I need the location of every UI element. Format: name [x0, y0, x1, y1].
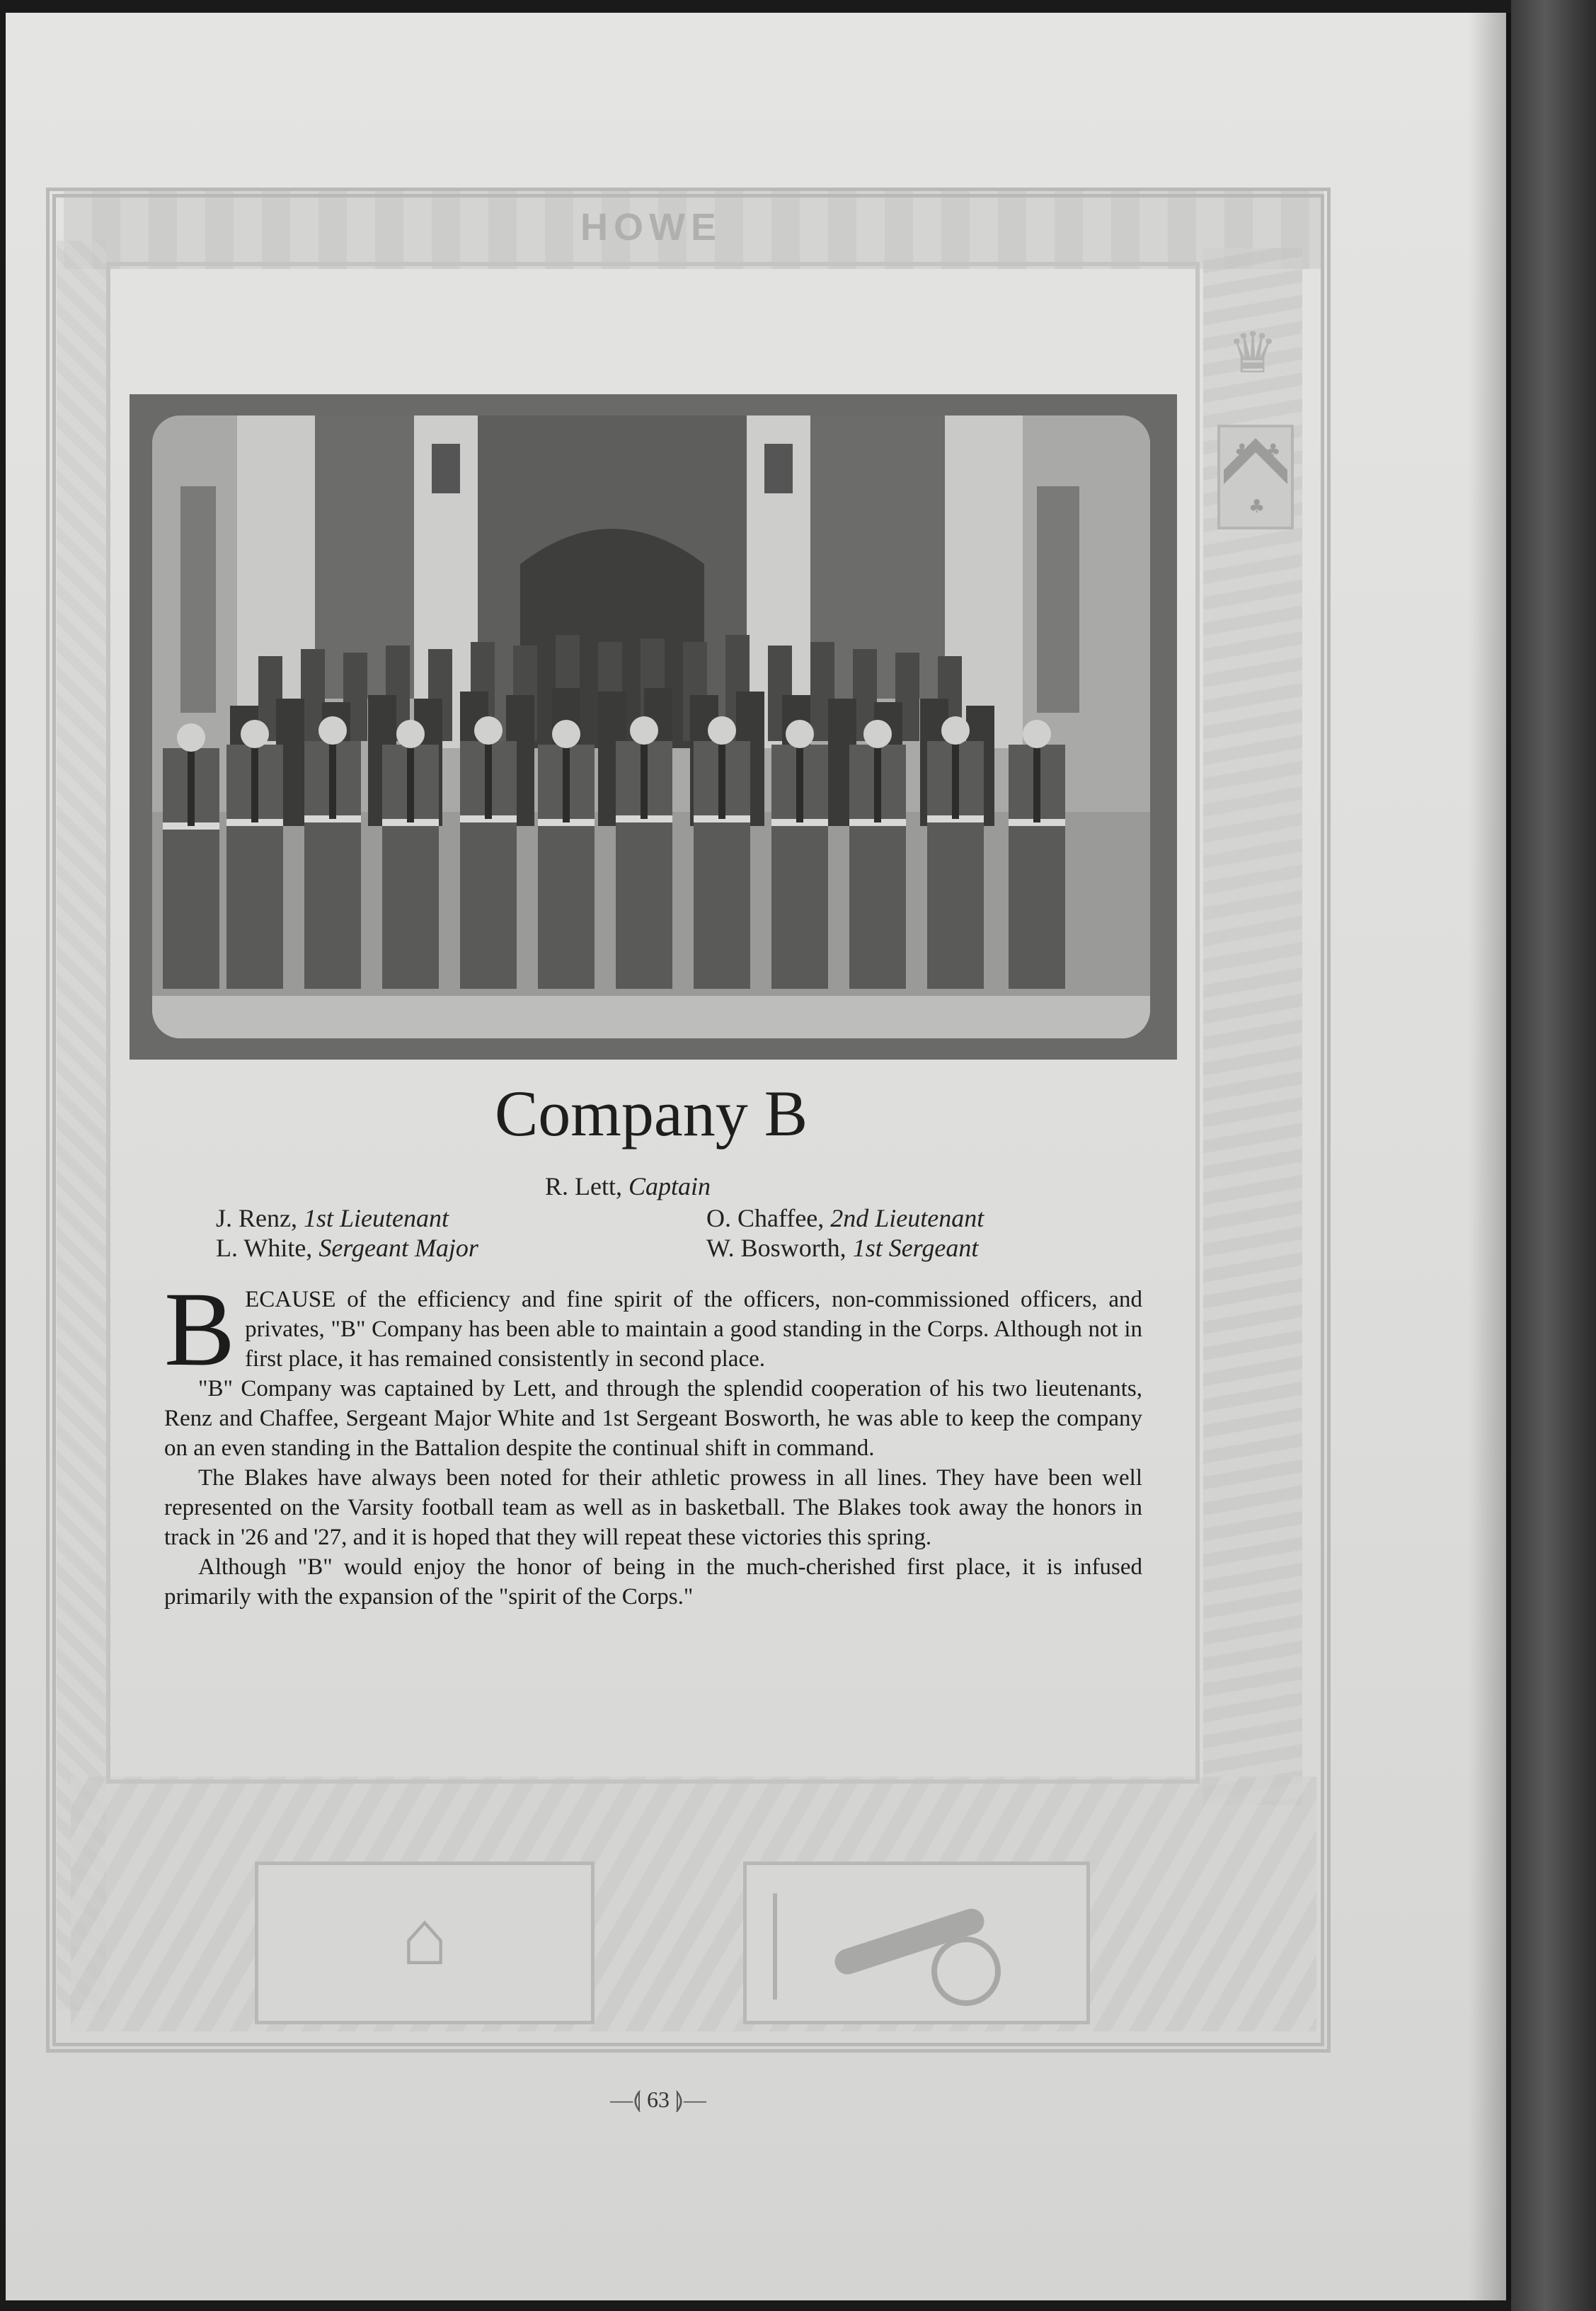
svg-text:♣: ♣: [1265, 440, 1281, 460]
article-body: [164, 1271, 1142, 1612]
paragraph-3: The Blakes have always been noted for their athletic prowess in all lines. They have been well represented on the Varsity football team as well as in basketball. The Blakes took away the honors in track in '26 and '27, and it is hoped that they will repeat these victories this spring.: [164, 1465, 1142, 1550]
officer-second-lieutenant: [706, 1203, 984, 1233]
officer-rank: 1st Lieutenant: [303, 1204, 449, 1232]
page-number-ornament-left: —⟬: [610, 2087, 641, 2112]
officer-name: L. White,: [216, 1234, 313, 1262]
officer-name: O. Chaffee,: [706, 1204, 825, 1232]
company-group-photo: [152, 415, 1150, 1038]
officer-name: W. Bosworth,: [706, 1234, 846, 1262]
page-number-value: 63: [647, 2087, 670, 2112]
cannon-icon: [747, 1865, 1086, 2021]
crest-icon: [1217, 425, 1294, 529]
page-number: [0, 2087, 1316, 2114]
paragraph-4: Although "B" would enjoy the honor of being in the much-cherished first place, it is infused primarily with the expansion of the "spirit of the Corps.": [164, 1554, 1142, 1610]
officer-rank: Sergeant Major: [318, 1234, 478, 1262]
page-gutter-shadow: [1469, 13, 1511, 2300]
page-number-ornament-right: ⟭—: [675, 2087, 706, 2112]
officer-name: R. Lett,: [545, 1172, 622, 1200]
officer-rank: 2nd Lieutenant: [830, 1204, 984, 1232]
officer-first-sergeant: [706, 1233, 978, 1263]
paragraph-2: "B" Company was captained by Lett, and through the splendid cooperation of his two lieutenants, Renz and Chaffee, Sergeant Major White and 1st Sergeant Bosworth, he was able to keep the company on an even standing in the Battalion despite the continual shift in command.: [164, 1376, 1142, 1461]
officer-rank: 1st Sergeant: [852, 1234, 979, 1262]
officer-name: J. Renz,: [216, 1204, 297, 1232]
drop-cap: B: [164, 1271, 236, 1388]
house-vignette: [255, 1862, 595, 2024]
book-spine: [1511, 0, 1596, 2311]
officer-captain: [545, 1171, 711, 1201]
officer-rank: Captain: [628, 1172, 711, 1200]
crown-icon: ♛: [1227, 323, 1278, 385]
paragraph-1: [164, 1271, 1142, 1388]
officer-first-lieutenant: [216, 1203, 449, 1233]
paragraph-1-text: ECAUSE of the efficiency and fine spirit of the officers, non-commissioned officers, and privates, "B" Company has been able to maintain a good standing in the Corps. Although not in first place, it has remained consistently in second place.: [245, 1287, 1142, 1372]
svg-text:♣: ♣: [1234, 440, 1250, 460]
page-title: Company B: [494, 1077, 808, 1149]
officer-sergeant-major: [216, 1233, 478, 1263]
svg-text:♣: ♣: [1248, 496, 1265, 517]
house-icon: ⌂: [401, 1895, 448, 1981]
cannon-vignette: [743, 1862, 1090, 2024]
masthead: HOWE: [580, 206, 722, 248]
